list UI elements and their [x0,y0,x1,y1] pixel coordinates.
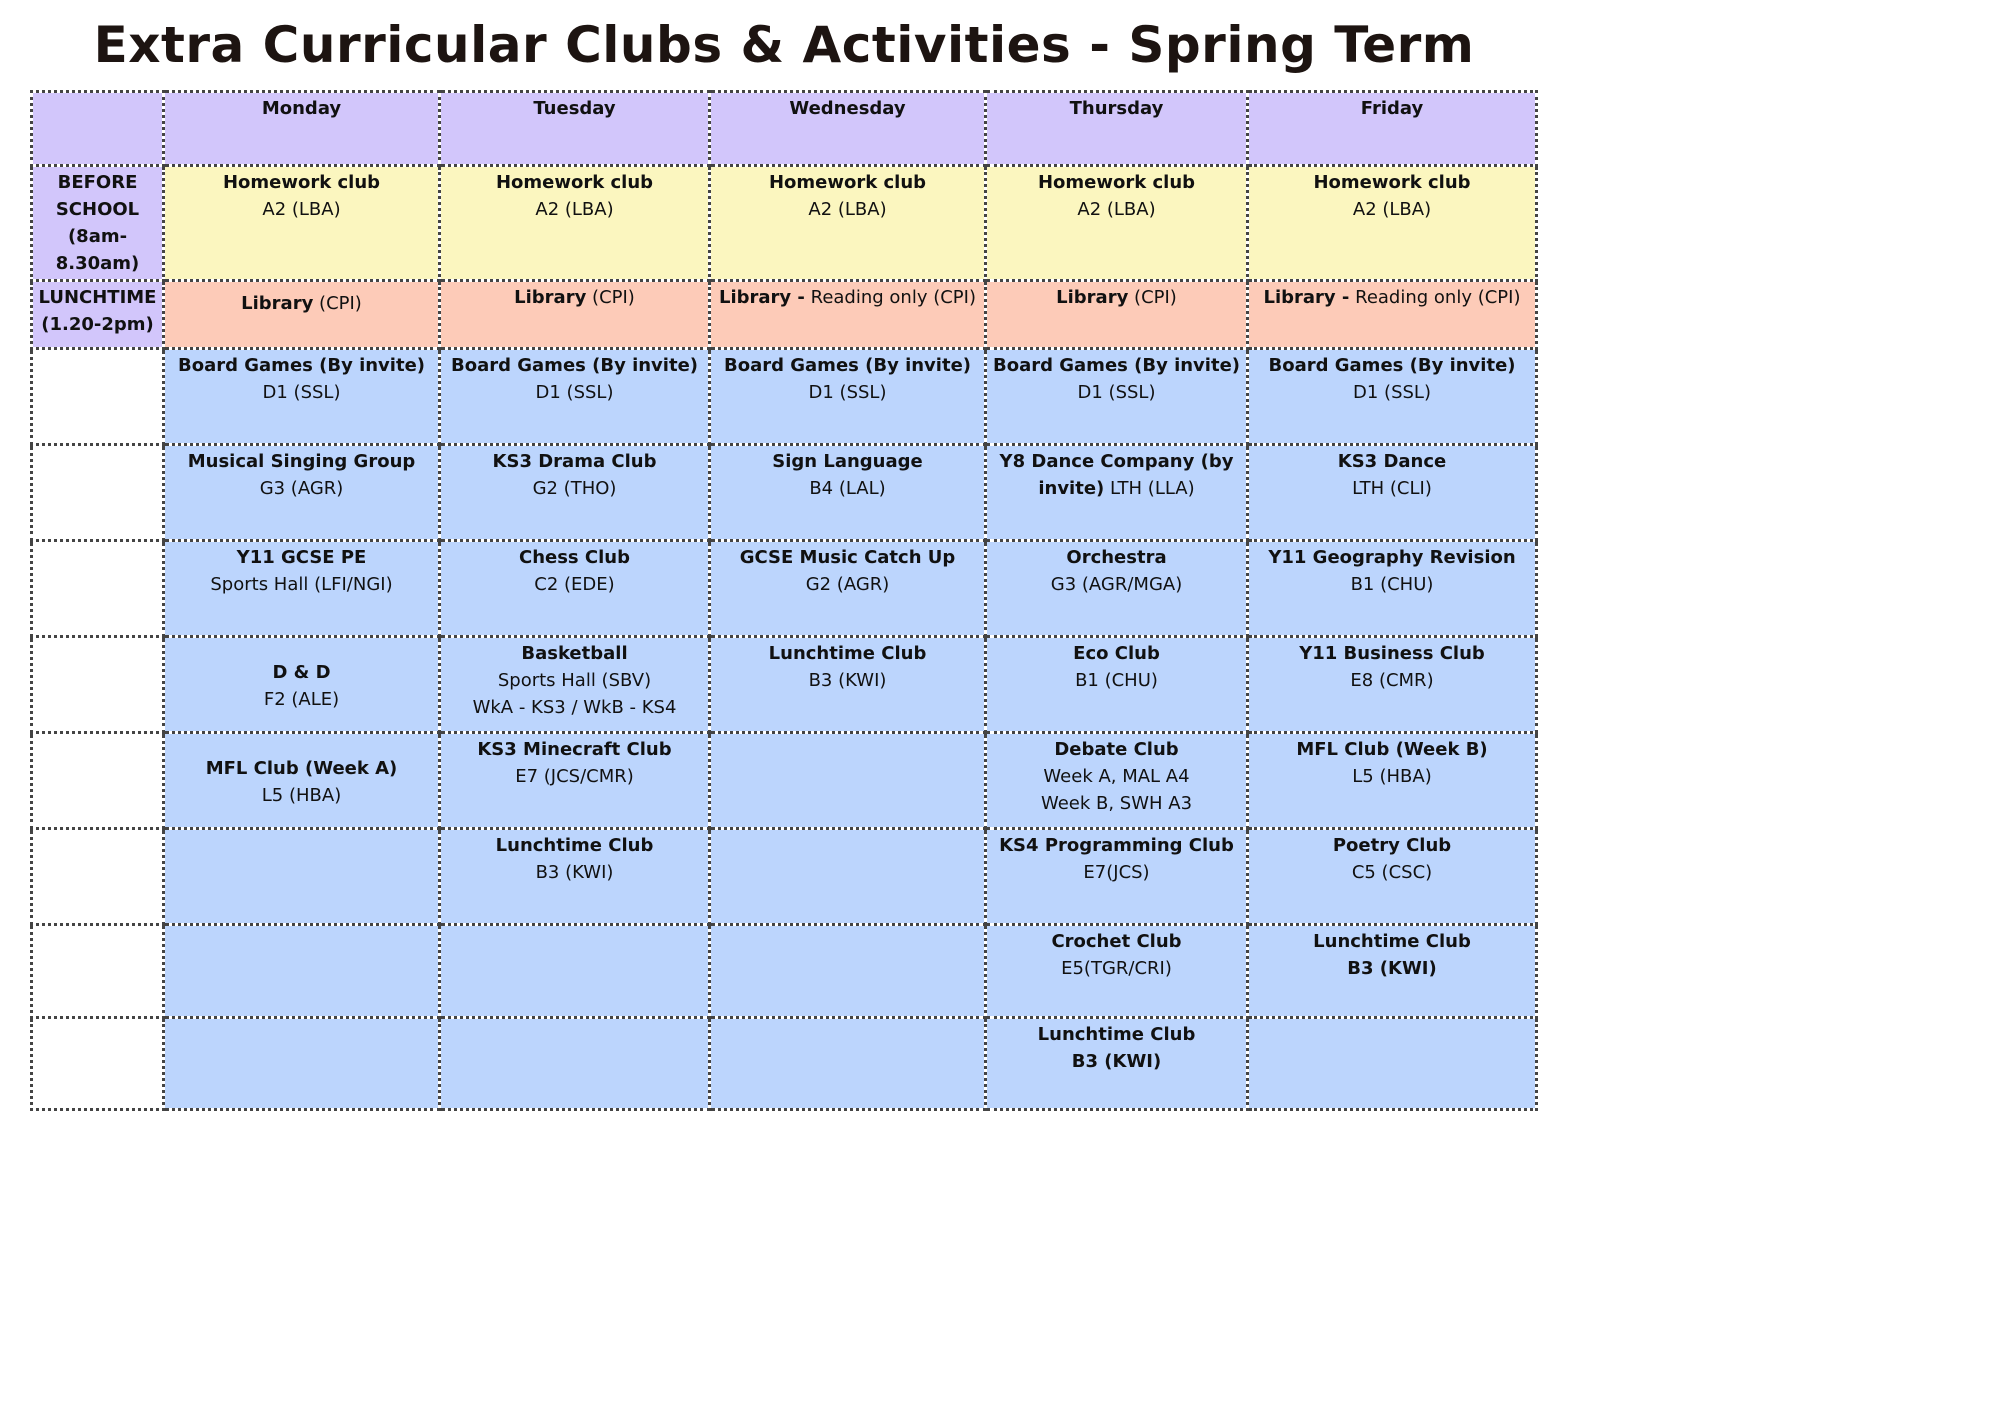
activity-room: B4 (LAL) [809,478,886,499]
activity-name: MFL Club (Week B) [1296,739,1488,760]
activity-room: F2 (ALE) [263,688,340,710]
timetable [30,90,1538,1111]
activity-cell [164,541,440,637]
row-label-empty [32,925,164,1018]
activity-room: LTH (CLI) [1352,478,1432,499]
activity-name: Lunchtime Club [1313,931,1471,952]
activity-room: E7(JCS) [1083,862,1150,883]
activity-cell [710,541,986,637]
activity-cell [164,829,440,925]
activity-cell [1248,349,1537,445]
activity-name: Board Games (By invite) [451,355,698,376]
activity-room: D1 (SSL) [808,382,887,403]
activity-cell [710,733,986,829]
activity-room: D1 (SSL) [535,382,614,403]
activity-cell [710,349,986,445]
activity-cell: Homework club A2 (LBA) [986,166,1248,281]
activity-cell: Homework club A2 (LBA) [1248,166,1537,281]
activity-cell [986,637,1248,733]
day-header: Monday [164,92,440,166]
activity-name: Basketball [521,643,628,664]
activity-cell [710,1018,986,1110]
activity-room: WkA - KS3 / WkB - KS4 [472,697,677,718]
row-label-before-school: BEFORE SCHOOL (8am- 8.30am) [32,166,164,281]
activity-room: E8 (CMR) [1350,670,1434,691]
activity-row [32,349,1537,445]
activity-room: E5(TGR/CRI) [1061,958,1172,979]
activity-cell: Library - Reading only (CPI) [1248,281,1537,349]
row-label-lunchtime: LUNCHTIME (1.20-2pm) [32,281,164,349]
day-header: Friday [1248,92,1537,166]
activity-name: Lunchtime Club [768,643,927,664]
activity-room: Sports Hall (LFI/NGI) [210,574,393,595]
activity-room: G2 (AGR) [805,574,890,595]
activity-cell [1248,1018,1537,1110]
activity-room: G2 (THO) [532,478,617,499]
page-title: Extra Curricular Clubs & Activities - Spring Term [93,16,1475,74]
activity-cell [986,445,1248,541]
lunchtime-row [32,281,1537,349]
activity-name: MFL Club (Week A) [205,757,398,779]
row-label-empty [32,445,164,541]
activity-name: Orchestra [1066,547,1167,568]
activity-name: GCSE Music Catch Up [739,547,956,568]
activity-row [32,733,1537,829]
activity-name: Debate Club [1054,739,1179,760]
activity-cell [440,541,710,637]
row-label-empty [32,1018,164,1110]
activity-name: Poetry Club [1332,835,1452,856]
activity-row [32,829,1537,925]
activity-room: B3 (KWI) [1071,1051,1162,1072]
activity-cell [1248,733,1537,829]
row-label-empty [32,349,164,445]
activity-cell [1248,829,1537,925]
row-label-empty [32,637,164,733]
activity-cell [440,637,710,733]
activity-name: Board Games (By invite) [724,355,971,376]
activity-cell [440,925,710,1018]
activity-cell [1248,541,1537,637]
activity-name: Y8 Dance Company (by [999,451,1234,472]
activity-cell [164,445,440,541]
corner-cell [32,92,164,166]
activity-room: G3 (AGR/MGA) [1050,574,1183,595]
activity-name-continued: invite) LTH (LLA) [1038,478,1195,499]
activity-row [32,925,1537,1018]
activity-name: KS4 Programming Club [999,835,1234,856]
activity-cell [1248,637,1537,733]
header-row [32,92,1537,166]
activity-row [32,445,1537,541]
row-label-empty [32,733,164,829]
activity-row [32,541,1537,637]
activity-cell [440,1018,710,1110]
activity-room: D1 (SSL) [1353,382,1431,403]
activity-name: Sign Language [772,451,923,472]
activity-cell [164,925,440,1018]
activity-cell [164,1018,440,1110]
activity-cell [440,445,710,541]
activity-cell [710,445,986,541]
activity-room: C5 (CSC) [1351,862,1433,883]
activity-room: Week A, MAL A4 [1043,766,1190,787]
activity-name: Chess Club [518,547,630,568]
activity-cell [986,733,1248,829]
activity-name: Musical Singing Group [187,451,416,472]
activity-room: G3 (AGR) [259,478,344,499]
activity-cell [164,349,440,445]
activity-room: D1 (SSL) [1077,382,1156,403]
activity-cell: Library - Reading only (CPI) [710,281,986,349]
activity-room: L5 (HBA) [261,784,342,806]
row-label-empty [32,829,164,925]
activity-name: Board Games (By invite) [178,355,425,376]
day-header: Wednesday [710,92,986,166]
activity-room: E7 (JCS/CMR) [515,766,634,787]
activity-room: B3 (KWI) [535,862,614,883]
activity-room: B3 (KWI) [808,670,887,691]
activity-name: Lunchtime Club [495,835,654,856]
day-header: Thursday [986,92,1248,166]
activity-cell: Homework club A2 (LBA) [164,166,440,281]
activity-cell [440,829,710,925]
activity-cell [1248,925,1537,1018]
activity-name: Y11 GCSE PE [236,547,367,568]
activity-room: Sports Hall (SBV) [497,670,652,691]
activity-name: Crochet Club [1051,931,1182,952]
activity-cell [440,733,710,829]
activity-room: B3 (KWI) [1347,958,1437,979]
activity-name: Eco Club [1073,643,1160,664]
activity-name: KS3 Minecraft Club [477,739,672,760]
activity-cell [986,925,1248,1018]
activity-cell [1248,445,1537,541]
activity-row [32,1018,1537,1110]
day-header: Tuesday [440,92,710,166]
activity-room: C2 (EDE) [534,574,615,595]
activity-row [32,637,1537,733]
activity-name: Lunchtime Club [1037,1024,1196,1045]
activity-name: Y11 Geography Revision [1268,547,1516,568]
activity-cell [164,637,440,733]
row-label-empty [32,541,164,637]
activity-name: D & D [272,661,331,683]
activity-room: D1 (SSL) [262,382,341,403]
activity-cell [986,349,1248,445]
activity-cell: Homework club A2 (LBA) [710,166,986,281]
activity-cell [164,733,440,829]
activity-name: Board Games (By invite) [993,355,1240,376]
activity-cell: Library (CPI) [440,281,710,349]
activity-cell: Library (CPI) [986,281,1248,349]
activity-cell [986,829,1248,925]
activity-room: L5 (HBA) [1352,766,1432,787]
activity-room: B1 (CHU) [1350,574,1434,595]
before-school-row [32,166,1537,281]
activity-cell [710,637,986,733]
activity-cell [710,829,986,925]
activity-cell [986,541,1248,637]
activity-room: Week B, SWH A3 [1040,793,1193,814]
activity-cell: Library (CPI) [164,281,440,349]
activity-room: B1 (CHU) [1075,670,1158,691]
activity-cell [986,1018,1248,1110]
activity-name: KS3 Drama Club [492,451,657,472]
activity-cell [710,925,986,1018]
activity-name: Y11 Business Club [1299,643,1485,664]
activity-name: Board Games (By invite) [1268,355,1516,376]
activity-name: KS3 Dance [1337,451,1447,472]
activity-cell: Homework club A2 (LBA) [440,166,710,281]
activity-cell [440,349,710,445]
